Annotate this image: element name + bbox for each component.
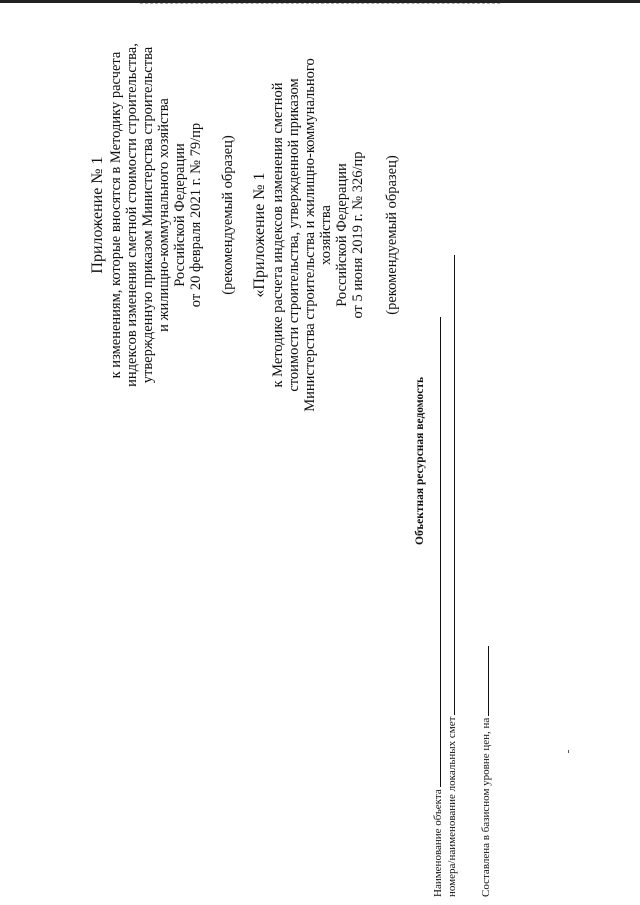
appendix-methodology-line: Министерства строительства и жилищно-коммунального xyxy=(302,58,318,412)
estimates-line xyxy=(444,255,455,715)
estimates-label: номера/наименование локальных смет xyxy=(446,716,458,897)
appendix-amendments-line: к изменениям, которые вносятся в Методику расчета xyxy=(108,51,124,379)
appendix-amendments-line: от 20 февраля 2021 г. № 79/пр xyxy=(188,122,204,308)
object-name-line xyxy=(430,317,441,787)
appendix-amendments-line: Российской Федерации xyxy=(172,143,188,287)
base-price-label: Составлена в базисном уровне цен, на xyxy=(480,717,492,897)
appendix-amendments-block xyxy=(90,25,236,405)
appendix-methodology-line: стоимости строительства, утвержденной приказом xyxy=(286,78,302,392)
scan-speck xyxy=(568,750,569,753)
appendix-methodology-line: Российской Федерации xyxy=(334,163,350,307)
appendix-methodology-line: от 5 июня 2019 г. № 326/пр xyxy=(350,151,366,319)
object-name-label: Наименование объекта xyxy=(432,789,444,897)
base-price-row xyxy=(478,646,492,897)
appendix-methodology-note: (рекомендуемый образец) xyxy=(384,155,400,315)
estimates-row xyxy=(444,255,458,897)
document-title: Объектная ресурсная ведомость xyxy=(414,376,426,545)
appendix-amendments-line: утвержденную приказом Министерства строительства xyxy=(140,46,156,384)
object-name-row xyxy=(430,317,444,897)
appendix-methodology-title: «Приложение № 1 xyxy=(251,172,268,298)
appendix-amendments-title: Приложение № 1 xyxy=(89,156,106,274)
appendix-methodology-block xyxy=(252,35,400,435)
appendix-amendments-note: (рекомендуемый образец) xyxy=(220,135,236,295)
appendix-methodology-line: к Методике расчета индексов изменения сметной xyxy=(270,82,286,388)
appendix-amendments-line: индексов изменения сметной стоимости строительства, xyxy=(124,43,140,387)
appendix-amendments-line: и жилищно-коммунального хозяйства xyxy=(156,98,172,332)
appendix-methodology-line: хозяйства xyxy=(318,205,334,265)
base-price-line xyxy=(478,646,489,716)
